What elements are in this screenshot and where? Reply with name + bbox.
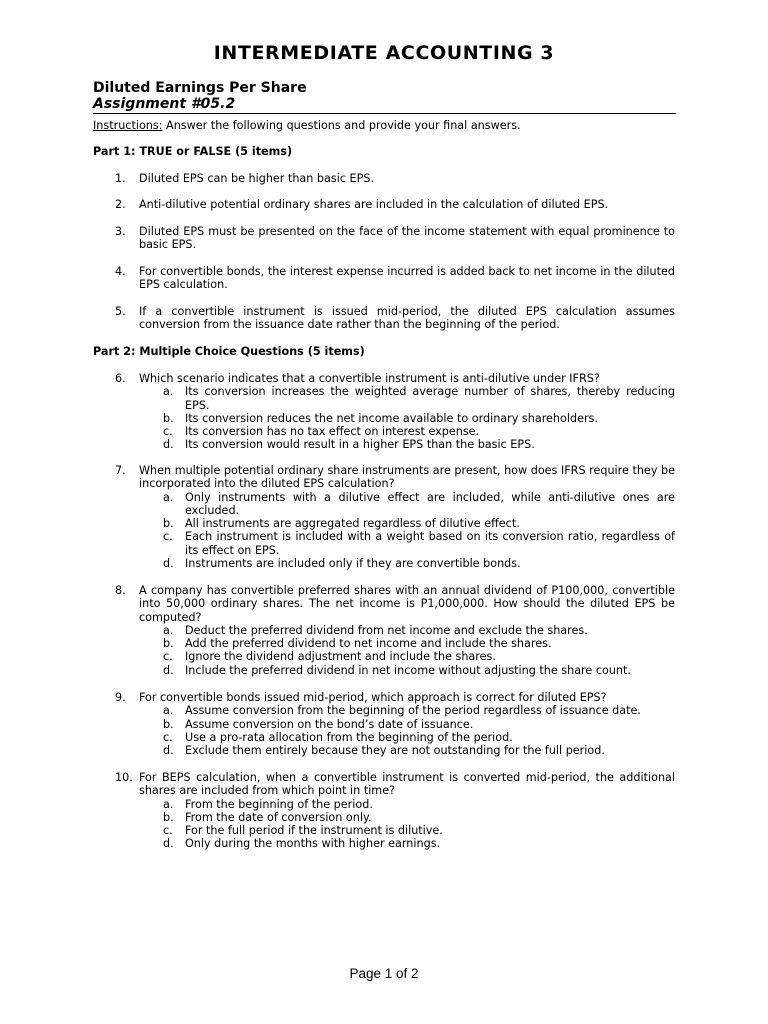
option-letter: d. — [163, 744, 174, 758]
option-text: Its conversion would result in a higher EPS than the basic EPS. — [185, 438, 535, 452]
option-letter: a. — [163, 385, 174, 399]
option-text: Its conversion has no tax effect on interest expense. — [185, 425, 480, 439]
question-number: 3. — [115, 225, 126, 238]
mc-question-6 — [115, 372, 675, 452]
option-b — [139, 517, 675, 530]
question-number: 8. — [115, 584, 126, 597]
option-b — [139, 718, 675, 731]
question-text: Which scenario indicates that a convertible instrument is anti-dilutive under IFRS? — [139, 372, 600, 385]
option-text: Its conversion increases the weighted average number of shares, thereby reducing EPS. — [185, 385, 675, 412]
option-d — [139, 438, 675, 451]
tf-question-1 — [115, 172, 675, 185]
option-text: Assume conversion from the beginning of the period regardless of issuance date. — [185, 704, 641, 718]
page-number: Page 1 of 2 — [349, 966, 419, 981]
tf-question-5 — [115, 305, 675, 332]
option-b — [139, 811, 675, 824]
options-list — [139, 704, 675, 757]
option-text: Exclude them entirely because they are not outstanding for the full period. — [185, 744, 605, 758]
question-text: For BEPS calculation, when a convertible instrument is converted mid-period, the additional shares are included from which point in time? — [139, 771, 675, 798]
option-letter: a. — [163, 704, 174, 718]
option-d — [139, 664, 675, 677]
mc-question-9 — [115, 691, 675, 757]
option-a — [139, 624, 675, 637]
option-text: From the beginning of the period. — [185, 797, 373, 811]
instructions — [93, 119, 521, 132]
option-a — [139, 704, 675, 717]
question-text: If a convertible instrument is issued mid-period, the diluted EPS calculation assumes conversion from the issuance date rather than the beginning of the period. — [139, 305, 675, 332]
tf-question-2 — [115, 198, 675, 211]
instructions-label: Instructions: — [93, 119, 163, 132]
option-letter: a. — [163, 797, 174, 811]
question-number: 1. — [115, 172, 126, 185]
question-number: 4. — [115, 265, 126, 278]
option-text: Only during the months with higher earnings. — [185, 837, 441, 851]
question-text: Anti-dilutive potential ordinary shares are included in the calculation of diluted EPS. — [139, 198, 609, 211]
topic-heading: Diluted Earnings Per Share — [93, 80, 307, 96]
option-d — [139, 837, 675, 850]
option-c — [139, 650, 675, 663]
part1-heading: Part 1: TRUE or FALSE (5 items) — [93, 145, 293, 158]
option-b — [139, 412, 675, 425]
option-a — [139, 798, 675, 811]
option-text: All instruments are aggregated regardless of dilutive effect. — [185, 517, 520, 531]
option-letter: a. — [163, 623, 174, 637]
option-a — [139, 491, 675, 518]
option-letter: d. — [163, 663, 174, 677]
option-letter: c. — [163, 425, 173, 439]
option-text: Each instrument is included with a weight based on its conversion ratio, regardless of its effect on EPS. — [185, 530, 675, 557]
option-c — [139, 530, 675, 557]
header-divider — [93, 113, 676, 114]
option-letter: c. — [163, 530, 173, 544]
question-number: 6. — [115, 372, 126, 385]
option-letter: c. — [163, 730, 173, 744]
option-d — [139, 557, 675, 570]
option-letter: d. — [163, 837, 174, 851]
option-text: Assume conversion on the bond’s date of issuance. — [185, 717, 474, 731]
option-letter: b. — [163, 810, 174, 824]
tf-question-4 — [115, 265, 675, 292]
question-number: 5. — [115, 305, 126, 318]
option-b — [139, 637, 675, 650]
instructions-text: Answer the following questions and provide your final answers. — [162, 119, 521, 132]
option-letter: c. — [163, 824, 173, 838]
option-text: Use a pro-rata allocation from the beginning of the period. — [185, 730, 513, 744]
option-text: For the full period if the instrument is dilutive. — [185, 824, 443, 838]
option-a — [139, 385, 675, 412]
option-text: Include the preferred dividend in net income without adjusting the share count. — [185, 663, 631, 677]
options-list — [139, 491, 675, 571]
tf-question-3 — [115, 225, 675, 252]
question-text: For convertible bonds, the interest expense incurred is added back to net income in the diluted EPS calculation. — [139, 265, 675, 292]
assignment-number: Assignment #05.2 — [93, 96, 236, 112]
option-text: Add the preferred dividend to net income and include the shares. — [185, 637, 552, 651]
option-text: Deduct the preferred dividend from net income and exclude the shares. — [185, 623, 588, 637]
question-text: Diluted EPS can be higher than basic EPS. — [139, 172, 374, 185]
question-text: When multiple potential ordinary share instruments are present, how does IFRS require they be incorporated into the diluted EPS calculation? — [139, 464, 675, 491]
option-letter: b. — [163, 717, 174, 731]
options-list — [139, 624, 675, 677]
mc-question-7 — [115, 464, 675, 570]
question-text: Diluted EPS must be presented on the face of the income statement with equal prominence to basic EPS. — [139, 225, 675, 252]
option-letter: d. — [163, 557, 174, 571]
document-title: INTERMEDIATE ACCOUNTING 3 — [213, 42, 555, 64]
mc-question-10 — [115, 771, 675, 851]
option-letter: b. — [163, 637, 174, 651]
option-d — [139, 744, 675, 757]
option-c — [139, 731, 675, 744]
option-c — [139, 824, 675, 837]
option-letter: b. — [163, 411, 174, 425]
option-text: Ignore the dividend adjustment and include the shares. — [185, 650, 496, 664]
option-letter: d. — [163, 438, 174, 452]
option-text: Only instruments with a dilutive effect are included, while anti-dilutive ones are excluded. — [185, 490, 675, 517]
option-letter: c. — [163, 650, 173, 664]
question-text: A company has convertible preferred shares with an annual dividend of P100,000, convertible into 50,000 ordinary shares. The net income is P1,000,000. How should the diluted EPS be computed? — [139, 584, 675, 624]
option-text: From the date of conversion only. — [185, 810, 372, 824]
option-text: Its conversion reduces the net income available to ordinary shareholders. — [185, 411, 598, 425]
question-text: For convertible bonds issued mid-period, which approach is correct for diluted EPS? — [139, 691, 607, 704]
options-list — [139, 798, 675, 851]
option-letter: b. — [163, 517, 174, 531]
part2-heading: Part 2: Multiple Choice Questions (5 items) — [93, 345, 365, 358]
question-number: 2. — [115, 198, 126, 211]
option-text: Instruments are included only if they are convertible bonds. — [185, 557, 521, 571]
question-number: 7. — [115, 464, 126, 477]
option-letter: a. — [163, 490, 174, 504]
question-number: 10. — [115, 771, 133, 784]
mc-question-8 — [115, 584, 675, 677]
question-number: 9. — [115, 691, 126, 704]
options-list — [139, 385, 675, 451]
option-c — [139, 425, 675, 438]
